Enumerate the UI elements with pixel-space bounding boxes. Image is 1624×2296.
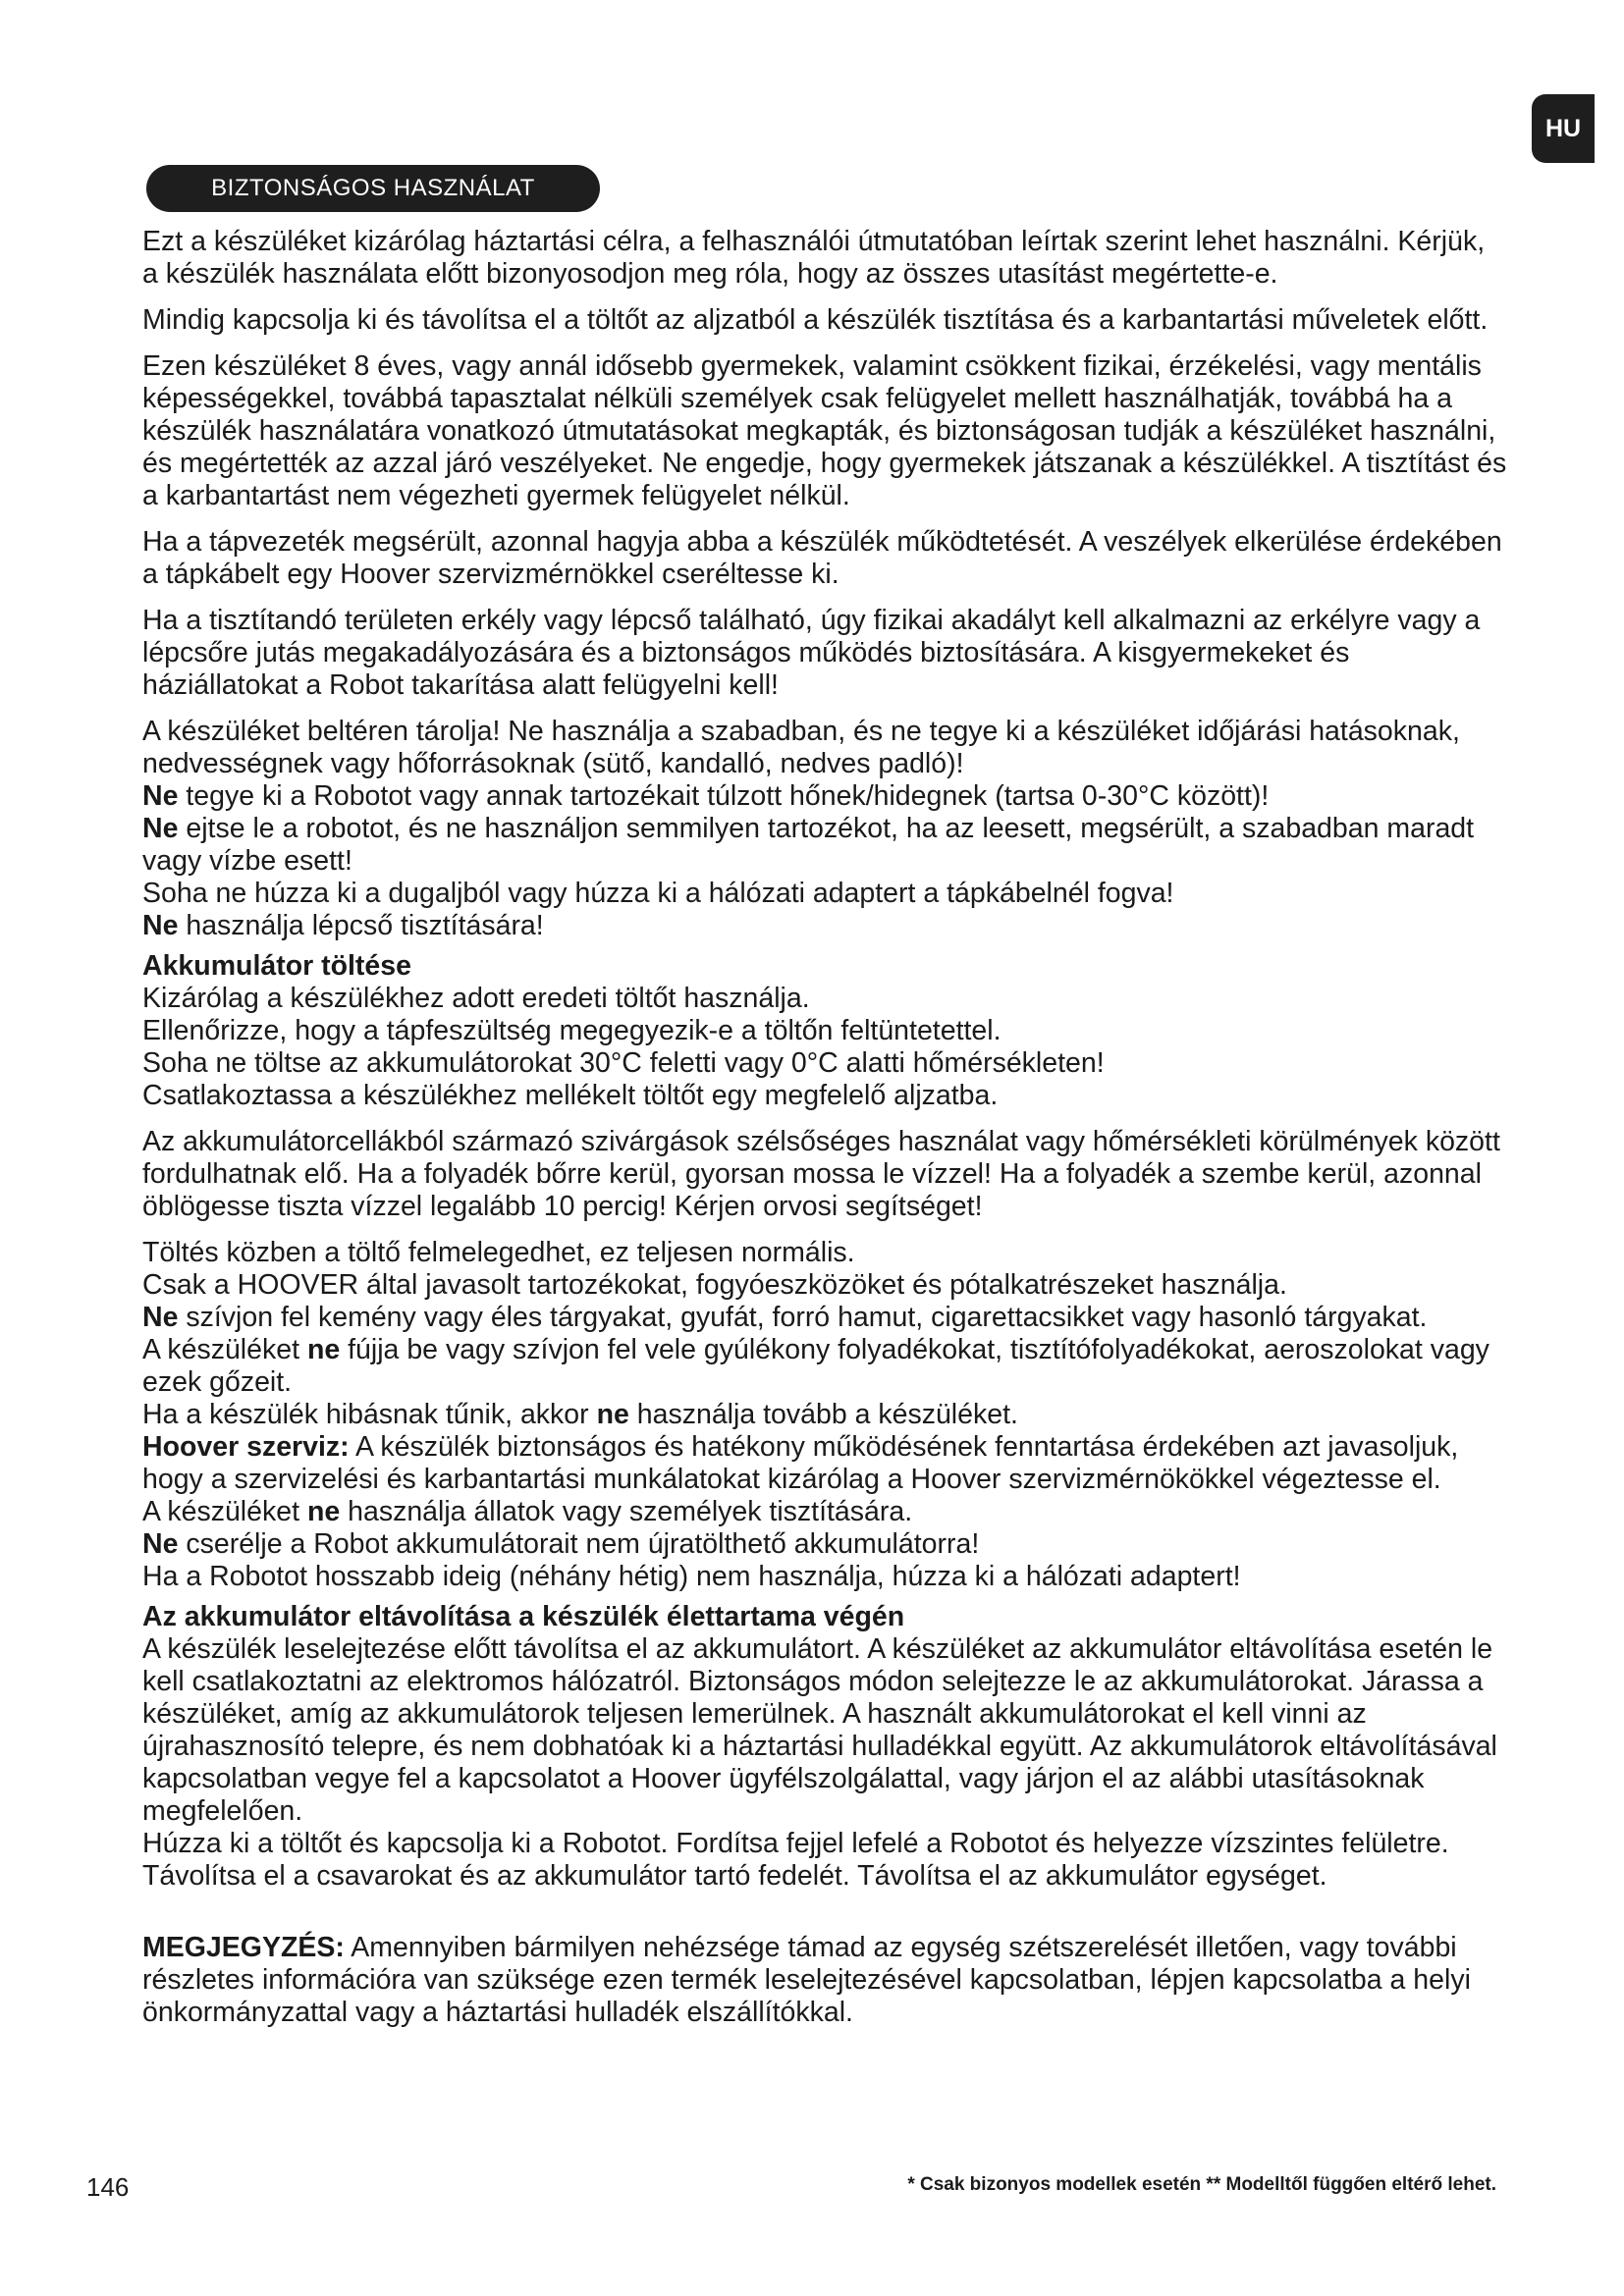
paragraph: Soha ne húzza ki a dugaljból vagy húzza ki a hálózati adaptert a tápkábelnél fogva! (142, 878, 1174, 909)
emphasis: ne (596, 1399, 629, 1430)
paragraph (142, 780, 1507, 813)
text: tegye ki a Robotot vagy annak tartozékait túlzott hőnek/hidegnek (tartsa 0-30°C között)! (178, 780, 1270, 812)
emphasis: Ne (142, 780, 179, 812)
emphasis: Hoover szerviz: (142, 1431, 350, 1463)
paragraph: Kizárólag a készülékhez adott eredeti töltőt használja. (142, 983, 810, 1014)
paragraph: Töltés közben a töltő felmelegedhet, ez teljesen normális. (142, 1237, 855, 1268)
paragraph: Ezt a készüléket kizárólag háztartási célra, a felhasználói útmutatóban leírtak szerint lehet használni. Kérjük, a készülék használata előtt bizonyosodjon meg róla, hogy az összes utasítást megértette-e. (142, 226, 1486, 290)
text: használja lépcső tisztítására! (178, 910, 544, 941)
text: használja tovább a készüléket. (628, 1399, 1018, 1430)
language-tab: HU (1532, 94, 1595, 163)
emphasis: Ne (142, 910, 179, 941)
paragraph: Ha a Robotot hosszabb ideig (néhány hétig) nem használja, húzza ki a hálózati adaptert! (142, 1561, 1241, 1592)
paragraph (142, 910, 1507, 942)
text: A készülék biztonságos és hatékony működésének fenntartása érdekében azt javasoljuk, hogy a szervizelési és karbantartási munkálatokat kizárólag a Hoover szervizmérnökökkel végeztesse el. (142, 1431, 1459, 1495)
text: cserélje a Robot akkumulátorait nem újratölthető akkumulátorra! (178, 1528, 980, 1560)
page-number: 146 (86, 2172, 130, 2202)
paragraph (142, 1528, 1507, 1561)
paragraph: A készüléket beltéren tárolja! Ne használja a szabadban, és ne tegye ki a készüléket időjárási hatásoknak, nedvességnek vagy hőforrásoknak (sütő, kandalló, nedves padló)! (142, 716, 1460, 779)
paragraph (142, 1496, 1507, 1528)
paragraph (142, 813, 1507, 878)
emphasis: ne (306, 1496, 341, 1527)
text: ejtse le a robotot, és ne használjon semmilyen tartozékot, ha az leesett, megsérült, a szabadban maradt vagy vízbe esett! (142, 813, 1475, 877)
paragraph: Soha ne töltse az akkumulátorokat 30°C feletti vagy 0°C alatti hőmérsékleten! (142, 1047, 1105, 1079)
paragraph (142, 1334, 1507, 1399)
paragraph: Ellenőrizze, hogy a tápfeszültség megegyezik-e a töltőn feltüntetettel. (142, 1015, 1001, 1046)
paragraph: Ha a tisztítandó területen erkély vagy lépcső található, úgy fizikai akadályt kell alkalmazni az erkélyre vagy a lépcsőre jutás megakadályozására és a biztonságos működés biztosítására. A kisgyermekeket és háziállatokat a Robot takarítása alatt felügyelni kell! (142, 605, 1481, 701)
section-title: BIZTONSÁGOS HASZNÁLAT (146, 165, 600, 212)
paragraph: Csatlakoztassa a készülékhez mellékelt töltőt egy megfelelő aljzatba. (142, 1080, 999, 1111)
text: Ha a készülék hibásnak tűnik, akkor (142, 1399, 597, 1430)
paragraph: Az akkumulátorcellákból származó szivárgások szélsőséges használat vagy hőmérsékleti körülmények között fordulhatnak elő. Ha a folyadék bőrre kerül, gyorsan mossa le vízzel! Ha a folyadék a szembe kerül, azonnal öblögesse tiszta vízzel legalább 10 percig! Kérjen orvosi segítséget! (142, 1126, 1500, 1222)
text: Amennyiben bármilyen nehézsége támad az egység szétszerelését illetően, vagy további részletes információra van szüksége ezen termék leselejtezésével kapcsolatban, lépjen kapcsolatba a helyi önkormányzattal vagy a háztartási hulladék elszállítókkal. (142, 1932, 1471, 2028)
paragraph: Csak a HOOVER által javasolt tartozékokat, fogyóeszközöket és pótalkatrészeket használja. (142, 1269, 1287, 1301)
note-paragraph (142, 1932, 1507, 2029)
footnote: * Csak bizonyos modellek esetén ** Modelltől függően eltérő lehet. (907, 2174, 1496, 2195)
paragraph (142, 1431, 1507, 1496)
text: A készüléket (142, 1496, 307, 1527)
text: szívjon fel kemény vagy éles tárgyakat, gyufát, forró hamut, cigarettacsikket vagy hasonló tárgyakat. (178, 1302, 1428, 1333)
subheading-battery-charging: Akkumulátor töltése (142, 950, 411, 982)
text: A készüléket (142, 1334, 307, 1365)
emphasis: Ne (142, 1528, 179, 1560)
emphasis: Ne (142, 1302, 179, 1333)
main-content (142, 226, 1507, 2029)
text: használja állatok vagy személyek tisztítására. (340, 1496, 913, 1527)
paragraph (142, 1302, 1507, 1334)
emphasis: Ne (142, 813, 179, 844)
subheading-battery-removal: Az akkumulátor eltávolítása a készülék élettartama végén (142, 1601, 905, 1632)
note-label: MEGJEGYZÉS: (142, 1932, 345, 1963)
paragraph (142, 1399, 1507, 1431)
paragraph: A készülék leselejtezése előtt távolítsa el az akkumulátort. A készüléket az akkumulátor eltávolítása esetén le kell csatlakoztatni az elektromos hálózatról. Biztonságos módon selejtezze le az akkumulátorokat. Járassa a készüléket, amíg az akkumulátorok teljesen lemerülnek. A használt akkumulátorokat el kell vinni az újrahasznosító telepre, és nem dobhatóak ki a háztartási hulladékkal együtt. Az akkumulátorok eltávolításával kapcsolatban vegye fel a kapcsolatot a Hoover ügyfélszolgálattal, vagy járjon el az alábbi utasításoknak megfelelően. (142, 1633, 1497, 1827)
emphasis: ne (306, 1334, 341, 1365)
paragraph: Húzza ki a töltőt és kapcsolja ki a Robotot. Fordítsa fejjel lefelé a Robotot és helyezze vízszintes felületre. Távolítsa el a csavarokat és az akkumulátor tartó fedelét. Távolítsa el az akkumulátor egységet. (142, 1828, 1449, 1892)
paragraph: Mindig kapcsolja ki és távolítsa el a töltőt az aljzatból a készülék tisztítása és a karbantartási műveletek előtt. (142, 304, 1489, 336)
paragraph: Ezen készüléket 8 éves, vagy annál idősebb gyermekek, valamint csökkent fizikai, érzékelési, vagy mentális képességekkel, továbbá tapasztalat nélküli személyek csak felügyelet mellett használhatják, továbbá ha a készülék használatára vonatkozó útmutatásokat megkapták, és biztonságosan tudják a készüléket használni, és megértették az azzal járó veszélyeket. Ne engedje, hogy gyermekek játszanak a készülékkel. A tisztítást és a karbantartást nem végezheti gyermek felügyelet nélkül. (142, 350, 1507, 511)
paragraph: Ha a tápvezeték megsérült, azonnal hagyja abba a készülék működtetését. A veszélyek elkerülése érdekében a tápkábelt egy Hoover szervizmérnökkel cseréltesse ki. (142, 526, 1502, 590)
text: fújja be vagy szívjon fel vele gyúlékony folyadékokat, tisztítófolyadékokat, aeroszolokat vagy ezek gőzeit. (142, 1334, 1489, 1398)
